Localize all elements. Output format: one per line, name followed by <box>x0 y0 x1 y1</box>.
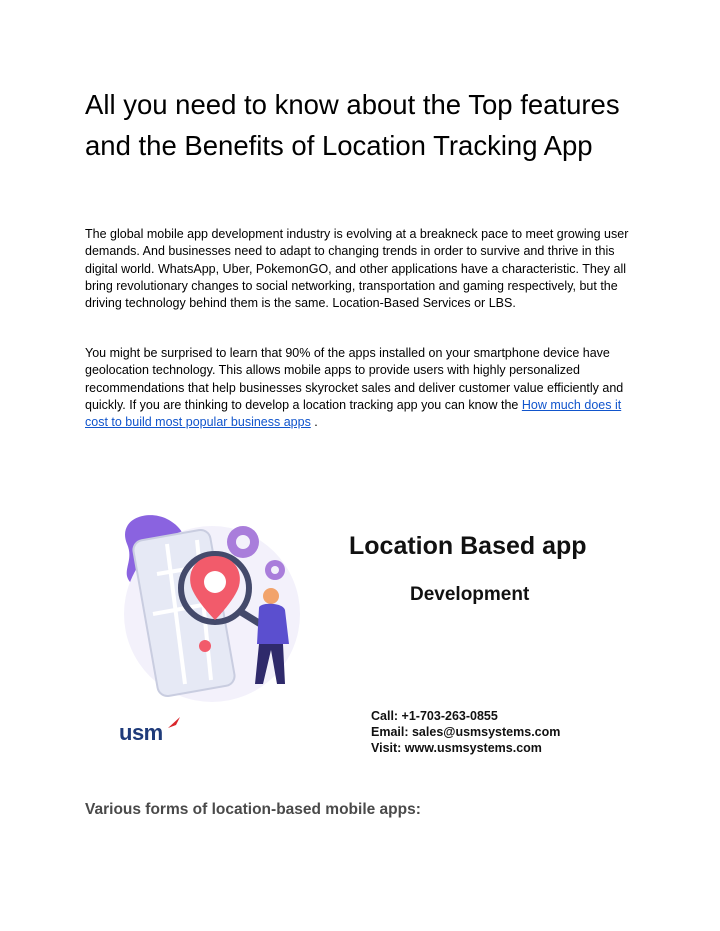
small-pin-dot-icon <box>199 640 211 652</box>
banner-subtitle: Development <box>410 584 530 605</box>
large-gear-icon <box>227 526 259 558</box>
banner-title: Location Based app <box>349 532 587 560</box>
location-tracking-illustration <box>107 504 327 714</box>
usm-logo <box>119 720 163 746</box>
document-title: All you need to know about the Top features and the Benefits of Location Tracking App <box>85 89 620 161</box>
contact-visit: Visit: www.usmsystems.com <box>371 741 542 755</box>
contact-call: Call: +1-703-263-0855 <box>371 709 498 723</box>
usm-logo-text: usm <box>119 720 163 745</box>
contact-email: Email: sales@usmsystems.com <box>371 725 561 739</box>
location-pin-center-icon <box>204 571 226 593</box>
section-heading: Various forms of location-based mobile apps: <box>85 801 421 818</box>
logo-swoosh-icon <box>167 716 181 730</box>
geolocation-paragraph-tail: . <box>310 415 318 430</box>
cost-article-link[interactable]: How much does it cost to build most popular business apps <box>85 397 622 430</box>
intro-paragraph: The global mobile app development industry is evolving at a breakneck pace to meet growing user demands. And businesses need to adapt to changing trends in order to survive and thrive in this digital world. WhatsApp, Uber, PokemonGO, and other applications have a characteristic. They all bring revolutionary changes to social networking, transportation and gaming respectively, but the driving technology behind them is the same. Location-Based Services or LBS. <box>85 227 629 311</box>
geolocation-paragraph-text: You might be surprised to learn that 90% of the apps installed on your smartphone device have geolocation technology. This allows mobile apps to provide users with highly personalized recommendations that help businesses skyrocket sales and deliver customer value efficiently and quickly. If you are thinking to develop a location tracking app you can know the <box>85 346 624 412</box>
small-gear-icon <box>265 560 285 580</box>
promo-banner <box>97 498 637 776</box>
contact-block <box>371 708 560 756</box>
geolocation-paragraph <box>85 345 645 431</box>
